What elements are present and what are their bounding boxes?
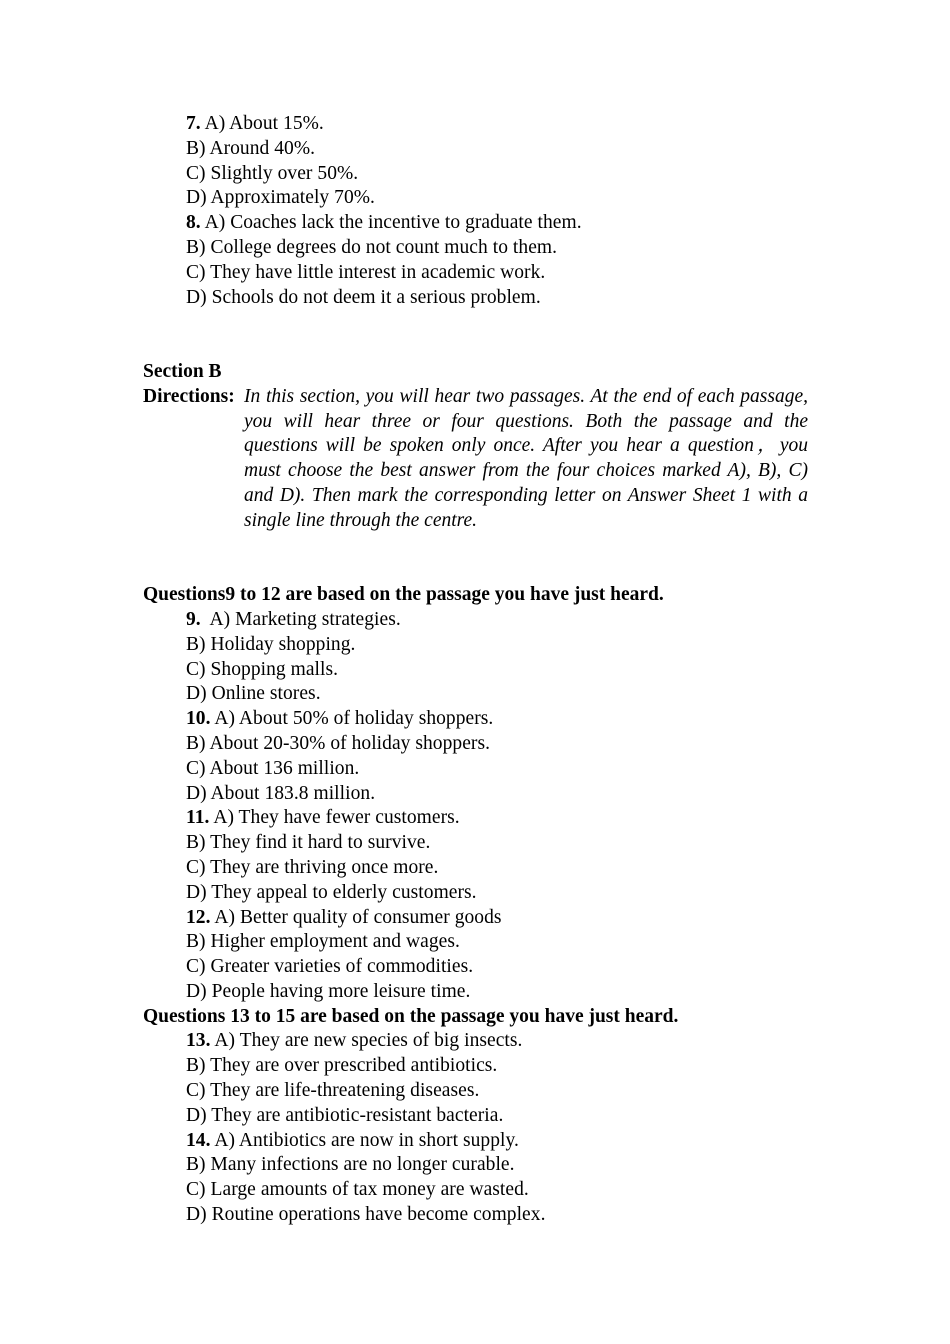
passage-heading-13-15: Questions 13 to 15 are based on the passage you have just heard. (143, 1005, 679, 1027)
question-item (143, 112, 808, 137)
option-line: C) Large amounts of tax money are wasted. (186, 1179, 529, 1201)
question-number: 8. (186, 212, 201, 234)
question-number: 9. (186, 608, 206, 630)
question-item (143, 211, 808, 236)
option-line: D) People having more leisure time. (186, 980, 471, 1002)
option-line: B) They find it hard to survive. (186, 832, 431, 854)
question-item (143, 1029, 808, 1054)
option-text: A) Antibiotics are now in short supply. (214, 1129, 519, 1151)
option-line: D) Approximately 70%. (186, 187, 375, 209)
option-line: C) Shopping malls. (186, 658, 339, 680)
question-item (143, 806, 808, 831)
question-number: 11. (186, 807, 210, 829)
question-item (143, 1129, 808, 1154)
passage-heading-9-12: Questions9 to 12 are based on the passage you have just heard. (143, 584, 664, 606)
question-item (143, 707, 808, 732)
question-number: 14. (186, 1129, 211, 1151)
option-text: A) They are new species of big insects. (214, 1030, 523, 1052)
spacer (143, 534, 808, 559)
option-line: C) About 136 million. (186, 757, 360, 779)
option-text: A) About 15%. (204, 113, 324, 134)
option-text: A) About 50% of holiday shoppers. (214, 708, 494, 730)
option-line: B) Higher employment and wages. (186, 931, 460, 953)
spacer (143, 558, 808, 583)
section-title: Section B (143, 360, 222, 382)
option-line: B) They are over prescribed antibiotics. (186, 1055, 498, 1077)
option-text: A) They have fewer customers. (213, 807, 460, 829)
option-text: A) Coaches lack the incentive to graduate them. (204, 212, 582, 234)
question-item (143, 906, 808, 931)
option-line: B) Many infections are no longer curable. (186, 1154, 515, 1176)
question-number: 7. (186, 113, 201, 134)
question-number: 12. (186, 906, 211, 928)
option-line: D) About 183.8 million. (186, 782, 376, 804)
directions-text: In this section, you will hear two passages. At the end of each passage, you will hear three or four questions. Both the passage and the questions will be spoken only once. After you hear a question，you must choose the best answer from the four choices marked A), B), C) and D). Then mark the corresponding letter on Answer Sheet 1 with a single line through the centre. (244, 385, 808, 531)
option-text: A) Better quality of consumer goods (214, 906, 502, 928)
spacer (143, 310, 808, 335)
option-line: C) They are thriving once more. (186, 856, 439, 878)
option-line: C) Greater varieties of commodities. (186, 956, 474, 978)
option-line: D) Schools do not deem it a serious problem. (186, 286, 541, 308)
option-line: C) Slightly over 50%. (186, 162, 359, 184)
question-item (143, 608, 808, 633)
directions-block (143, 385, 808, 534)
option-line: D) Online stores. (186, 683, 321, 705)
question-number: 13. (186, 1030, 211, 1052)
option-line: B) College degrees do not count much to them. (186, 236, 558, 258)
option-text: A) Marketing strategies. (209, 608, 401, 630)
option-line: C) They are life-threatening diseases. (186, 1080, 480, 1102)
option-line: B) Around 40%. (186, 137, 316, 159)
spacer (143, 335, 808, 360)
question-number: 10. (186, 708, 211, 730)
directions-label: Directions: (143, 385, 235, 407)
option-line: B) About 20-30% of holiday shoppers. (186, 732, 491, 754)
option-line: D) They appeal to elderly customers. (186, 881, 477, 903)
option-line: C) They have little interest in academic work. (186, 261, 546, 283)
option-line: D) Routine operations have become complex. (186, 1204, 546, 1226)
option-line: B) Holiday shopping. (186, 633, 356, 655)
option-line: D) They are antibiotic-resistant bacteria. (186, 1104, 504, 1126)
